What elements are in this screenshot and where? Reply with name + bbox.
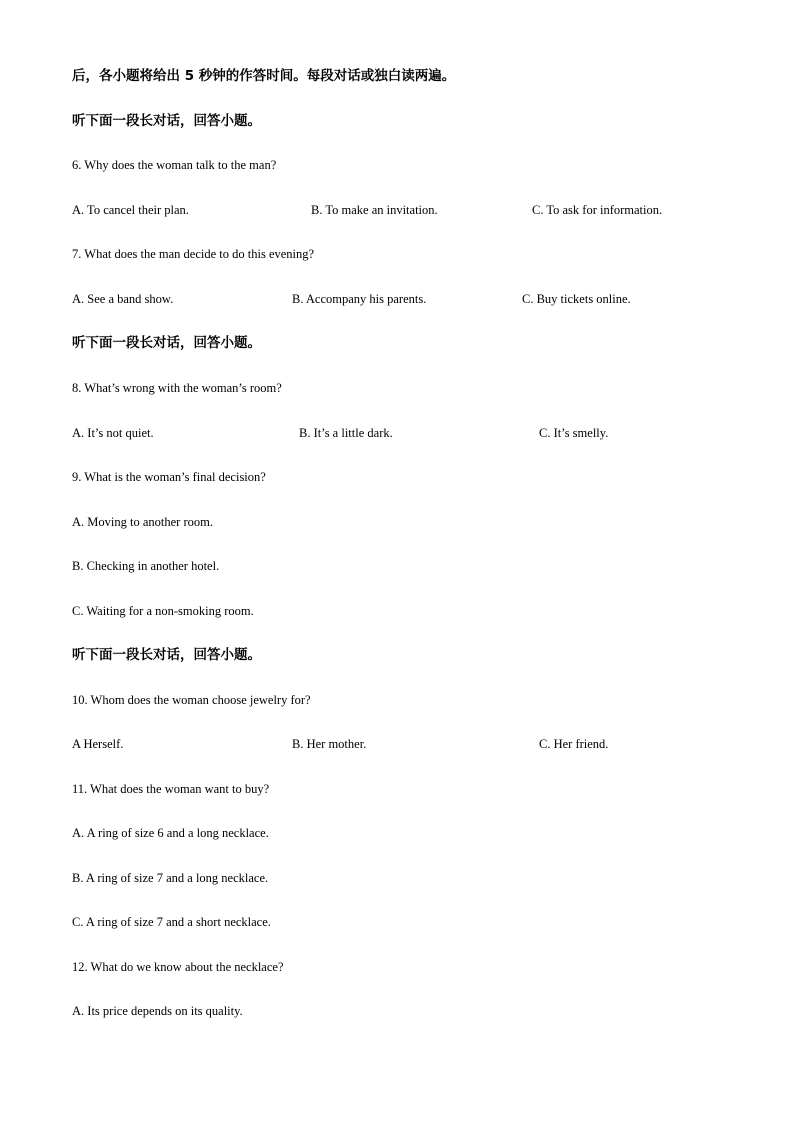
question-11: 11. What does the woman want to buy? [72,782,270,796]
question-11-option-c: C. A ring of size 7 and a short necklace. [72,915,271,929]
question-9-option-c: C. Waiting for a non-smoking room. [72,604,254,618]
question-7: 7. What does the man decide to do this evening? [72,247,315,261]
question-8-option-b: B. It’s a little dark. [299,426,393,440]
question-12-option-a: A. Its price depends on its quality. [72,1004,243,1018]
question-6-option-b: B. To make an invitation. [311,203,438,217]
intro-text: 后，各小题将给出 5 秒钟的作答时间。每段对话或独白读两遍。 [72,68,456,84]
question-9-option-a: A. Moving to another room. [72,515,213,529]
question-11-option-b: B. A ring of size 7 and a long necklace. [72,871,269,885]
question-10-option-a: A Herself. [72,737,124,751]
question-12: 12. What do we know about the necklace? [72,960,284,974]
question-8-option-a: A. It’s not quiet. [72,426,154,440]
question-7-option-c: C. Buy tickets online. [522,292,631,306]
question-6-option-a: A. To cancel their plan. [72,203,189,217]
section-heading: 听下面一段长对话，回答小题。 [72,335,261,351]
question-10-option-c: C. Her friend. [539,737,609,751]
question-8: 8. What’s wrong with the woman’s room? [72,381,282,395]
question-11-option-a: A. A ring of size 6 and a long necklace. [72,826,269,840]
question-9: 9. What is the woman’s final decision? [72,470,266,484]
question-10-option-b: B. Her mother. [292,737,367,751]
section-heading: 听下面一段长对话，回答小题。 [72,647,261,663]
question-10: 10. Whom does the woman choose jewelry for? [72,693,311,707]
question-6: 6. Why does the woman talk to the man? [72,158,277,172]
question-9-option-b: B. Checking in another hotel. [72,559,220,573]
question-7-option-a: A. See a band show. [72,292,174,306]
question-7-option-b: B. Accompany his parents. [292,292,427,306]
question-6-option-c: C. To ask for information. [532,203,663,217]
section-heading: 听下面一段长对话，回答小题。 [72,113,261,129]
question-8-option-c: C. It’s smelly. [539,426,609,440]
